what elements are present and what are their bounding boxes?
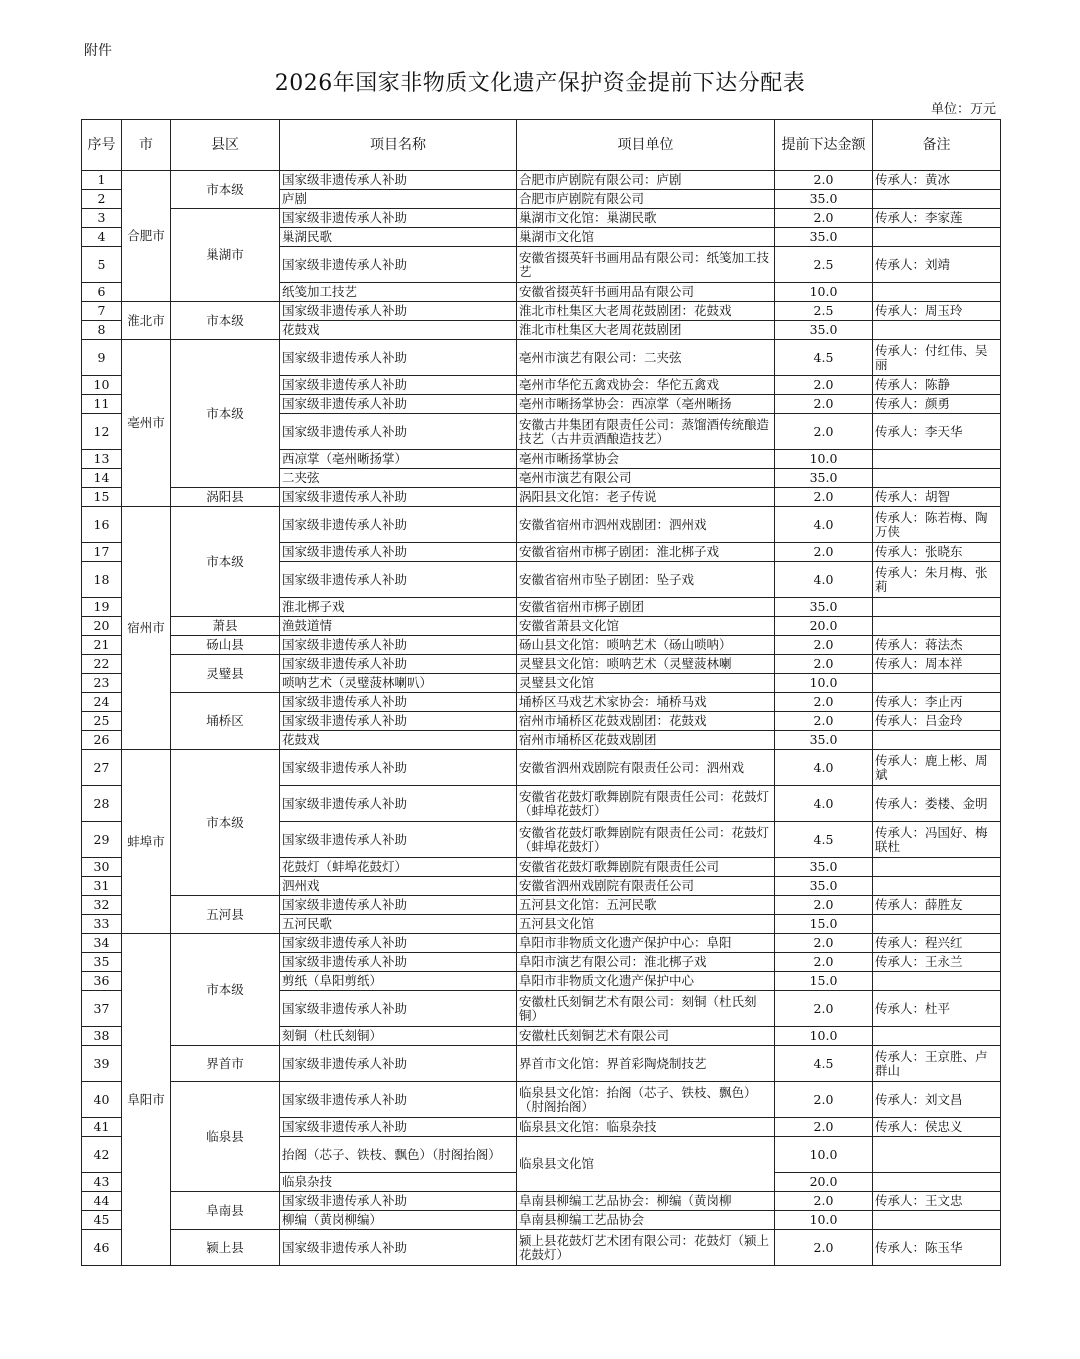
note-cell bbox=[873, 321, 1001, 340]
header-amount: 提前下达金额 bbox=[775, 120, 873, 171]
row-number-cell: 34 bbox=[82, 934, 122, 953]
amount-cell: 35.0 bbox=[775, 321, 873, 340]
note-cell: 传承人：颜勇 bbox=[873, 395, 1001, 414]
project-name-cell: 泗州戏 bbox=[280, 877, 517, 896]
note-cell: 传承人：冯国好、梅联杜 bbox=[873, 822, 1001, 858]
project-name-cell: 淮北梆子戏 bbox=[280, 598, 517, 617]
table-row bbox=[82, 507, 1001, 543]
note-cell: 传承人：刘文昌 bbox=[873, 1082, 1001, 1118]
note-cell bbox=[873, 1137, 1001, 1173]
row-number-cell: 21 bbox=[82, 636, 122, 655]
amount-cell: 35.0 bbox=[775, 598, 873, 617]
table-row bbox=[82, 302, 1001, 321]
project-name-cell: 国家级非遗传承人补助 bbox=[280, 376, 517, 395]
table-row bbox=[82, 617, 1001, 636]
project-unit-cell: 安徽杜氏刻铜艺术有限公司：刻铜（杜氏刻铜） bbox=[517, 991, 775, 1027]
project-unit-cell: 安徽省花鼓灯歌舞剧院有限责任公司：花鼓灯（蚌埠花鼓灯） bbox=[517, 786, 775, 822]
project-name-cell: 国家级非遗传承人补助 bbox=[280, 822, 517, 858]
project-unit-cell: 界首市文化馆：界首彩陶烧制技艺 bbox=[517, 1046, 775, 1082]
note-cell: 传承人：刘靖 bbox=[873, 247, 1001, 283]
attachment-label: 附件 bbox=[84, 43, 112, 59]
note-cell: 传承人：付红伟、吴丽 bbox=[873, 340, 1001, 376]
project-name-cell: 国家级非遗传承人补助 bbox=[280, 953, 517, 972]
amount-cell: 2.0 bbox=[775, 1192, 873, 1211]
amount-cell: 2.0 bbox=[775, 414, 873, 450]
project-name-cell: 刻铜（杜氏刻铜） bbox=[280, 1027, 517, 1046]
row-number-cell: 26 bbox=[82, 731, 122, 750]
amount-cell: 15.0 bbox=[775, 972, 873, 991]
row-number-cell: 37 bbox=[82, 991, 122, 1027]
table-row bbox=[82, 1046, 1001, 1082]
note-cell: 传承人：陈若梅、陶万侠 bbox=[873, 507, 1001, 543]
table-row bbox=[82, 488, 1001, 507]
county-cell: 市本级 bbox=[171, 934, 280, 1046]
note-cell: 传承人：侯忠义 bbox=[873, 1118, 1001, 1137]
project-name-cell: 抬阁（芯子、铁枝、飘色）（肘阁抬阁） bbox=[280, 1137, 517, 1173]
project-unit-cell: 颍上县花鼓灯艺术团有限公司：花鼓灯（颍上花鼓灯） bbox=[517, 1230, 775, 1266]
row-number-cell: 41 bbox=[82, 1118, 122, 1137]
project-unit-cell: 巢湖市文化馆 bbox=[517, 228, 775, 247]
city-cell: 亳州市 bbox=[122, 340, 171, 507]
row-number-cell: 19 bbox=[82, 598, 122, 617]
amount-cell: 2.0 bbox=[775, 1082, 873, 1118]
city-cell: 蚌埠市 bbox=[122, 750, 171, 934]
row-number-cell: 38 bbox=[82, 1027, 122, 1046]
note-cell bbox=[873, 469, 1001, 488]
note-cell: 传承人：王永兰 bbox=[873, 953, 1001, 972]
amount-cell: 4.0 bbox=[775, 562, 873, 598]
row-number-cell: 17 bbox=[82, 543, 122, 562]
amount-cell: 2.0 bbox=[775, 488, 873, 507]
note-cell: 传承人：陈玉华 bbox=[873, 1230, 1001, 1266]
note-cell: 传承人：朱月梅、张莉 bbox=[873, 562, 1001, 598]
amount-cell: 2.5 bbox=[775, 247, 873, 283]
project-name-cell: 国家级非遗传承人补助 bbox=[280, 1082, 517, 1118]
note-cell: 传承人：娄楼、金明 bbox=[873, 786, 1001, 822]
note-cell bbox=[873, 228, 1001, 247]
note-cell: 传承人：王京胜、卢群山 bbox=[873, 1046, 1001, 1082]
note-cell bbox=[873, 1211, 1001, 1230]
table-row bbox=[82, 209, 1001, 228]
amount-cell: 20.0 bbox=[775, 617, 873, 636]
row-number-cell: 13 bbox=[82, 450, 122, 469]
project-name-cell: 国家级非遗传承人补助 bbox=[280, 414, 517, 450]
amount-cell: 15.0 bbox=[775, 915, 873, 934]
project-name-cell: 国家级非遗传承人补助 bbox=[280, 712, 517, 731]
amount-cell: 2.0 bbox=[775, 712, 873, 731]
note-cell: 传承人：陈静 bbox=[873, 376, 1001, 395]
note-cell: 传承人：周玉玲 bbox=[873, 302, 1001, 321]
county-cell: 砀山县 bbox=[171, 636, 280, 655]
project-name-cell: 国家级非遗传承人补助 bbox=[280, 934, 517, 953]
project-name-cell: 国家级非遗传承人补助 bbox=[280, 543, 517, 562]
project-name-cell: 二夹弦 bbox=[280, 469, 517, 488]
project-unit-cell: 安徽省掇英轩书画用品有限公司：纸笺加工技艺 bbox=[517, 247, 775, 283]
row-number-cell: 12 bbox=[82, 414, 122, 450]
amount-cell: 10.0 bbox=[775, 1137, 873, 1173]
county-cell: 市本级 bbox=[171, 750, 280, 896]
project-name-cell: 国家级非遗传承人补助 bbox=[280, 488, 517, 507]
amount-cell: 10.0 bbox=[775, 450, 873, 469]
project-unit-cell: 安徽省宿州市泗州戏剧团：泗州戏 bbox=[517, 507, 775, 543]
project-name-cell: 国家级非遗传承人补助 bbox=[280, 1046, 517, 1082]
amount-cell: 2.0 bbox=[775, 209, 873, 228]
row-number-cell: 45 bbox=[82, 1211, 122, 1230]
project-unit-cell: 砀山县文化馆：唢呐艺术（砀山唢呐） bbox=[517, 636, 775, 655]
project-unit-cell: 阜阳市非物质文化遗产保护中心 bbox=[517, 972, 775, 991]
header-no: 序号 bbox=[82, 120, 122, 171]
note-cell bbox=[873, 674, 1001, 693]
project-unit-cell: 安徽省花鼓灯歌舞剧院有限责任公司 bbox=[517, 858, 775, 877]
project-unit-cell: 巢湖市文化馆：巢湖民歌 bbox=[517, 209, 775, 228]
amount-cell: 4.0 bbox=[775, 750, 873, 786]
table-row bbox=[82, 896, 1001, 915]
project-name-cell: 国家级非遗传承人补助 bbox=[280, 786, 517, 822]
project-name-cell: 五河民歌 bbox=[280, 915, 517, 934]
project-unit-cell: 淮北市杜集区大老周花鼓剧团：花鼓戏 bbox=[517, 302, 775, 321]
project-unit-cell: 安徽省宿州市梆子剧团 bbox=[517, 598, 775, 617]
project-name-cell: 国家级非遗传承人补助 bbox=[280, 507, 517, 543]
amount-cell: 2.0 bbox=[775, 1230, 873, 1266]
row-number-cell: 15 bbox=[82, 488, 122, 507]
table-row bbox=[82, 1192, 1001, 1211]
note-cell: 传承人：吕金玲 bbox=[873, 712, 1001, 731]
row-number-cell: 8 bbox=[82, 321, 122, 340]
county-cell: 市本级 bbox=[171, 507, 280, 617]
row-number-cell: 31 bbox=[82, 877, 122, 896]
project-unit-cell: 五河县文化馆 bbox=[517, 915, 775, 934]
project-unit-cell: 安徽省花鼓灯歌舞剧院有限责任公司：花鼓灯（蚌埠花鼓灯） bbox=[517, 822, 775, 858]
county-cell: 市本级 bbox=[171, 171, 280, 209]
amount-cell: 35.0 bbox=[775, 469, 873, 488]
amount-cell: 2.0 bbox=[775, 171, 873, 190]
amount-cell: 20.0 bbox=[775, 1173, 873, 1192]
county-cell: 颍上县 bbox=[171, 1230, 280, 1266]
amount-cell: 35.0 bbox=[775, 858, 873, 877]
county-cell: 涡阳县 bbox=[171, 488, 280, 507]
row-number-cell: 30 bbox=[82, 858, 122, 877]
note-cell: 传承人：李止丙 bbox=[873, 693, 1001, 712]
project-unit-cell: 临泉县文化馆 bbox=[517, 1137, 775, 1192]
project-name-cell: 国家级非遗传承人补助 bbox=[280, 171, 517, 190]
table-body bbox=[82, 171, 1001, 1266]
table-row bbox=[82, 171, 1001, 190]
project-name-cell: 国家级非遗传承人补助 bbox=[280, 750, 517, 786]
project-unit-cell: 淮北市杜集区大老周花鼓剧团 bbox=[517, 321, 775, 340]
amount-cell: 10.0 bbox=[775, 283, 873, 302]
project-name-cell: 纸笺加工技艺 bbox=[280, 283, 517, 302]
project-name-cell: 柳编（黄岗柳编） bbox=[280, 1211, 517, 1230]
amount-cell: 2.0 bbox=[775, 376, 873, 395]
note-cell bbox=[873, 858, 1001, 877]
project-name-cell: 花鼓灯（蚌埠花鼓灯） bbox=[280, 858, 517, 877]
note-cell bbox=[873, 915, 1001, 934]
project-unit-cell: 亳州市华佗五禽戏协会：华佗五禽戏 bbox=[517, 376, 775, 395]
amount-cell: 2.0 bbox=[775, 896, 873, 915]
project-unit-cell: 涡阳县文化馆：老子传说 bbox=[517, 488, 775, 507]
header-project: 项目名称 bbox=[280, 120, 517, 171]
project-name-cell: 国家级非遗传承人补助 bbox=[280, 395, 517, 414]
project-name-cell: 国家级非遗传承人补助 bbox=[280, 896, 517, 915]
county-cell: 埇桥区 bbox=[171, 693, 280, 750]
amount-cell: 35.0 bbox=[775, 228, 873, 247]
row-number-cell: 2 bbox=[82, 190, 122, 209]
row-number-cell: 44 bbox=[82, 1192, 122, 1211]
row-number-cell: 40 bbox=[82, 1082, 122, 1118]
city-cell: 阜阳市 bbox=[122, 934, 171, 1266]
county-cell: 界首市 bbox=[171, 1046, 280, 1082]
row-number-cell: 6 bbox=[82, 283, 122, 302]
project-name-cell: 国家级非遗传承人补助 bbox=[280, 655, 517, 674]
project-name-cell: 西凉掌（亳州晰扬掌） bbox=[280, 450, 517, 469]
project-name-cell: 渔鼓道情 bbox=[280, 617, 517, 636]
note-cell: 传承人：王文忠 bbox=[873, 1192, 1001, 1211]
amount-cell: 10.0 bbox=[775, 1211, 873, 1230]
amount-cell: 2.0 bbox=[775, 991, 873, 1027]
row-number-cell: 33 bbox=[82, 915, 122, 934]
table-row bbox=[82, 1082, 1001, 1118]
project-name-cell: 国家级非遗传承人补助 bbox=[280, 1118, 517, 1137]
project-name-cell: 剪纸（阜阳剪纸） bbox=[280, 972, 517, 991]
row-number-cell: 43 bbox=[82, 1173, 122, 1192]
project-unit-cell: 安徽省宿州市坠子剧团：坠子戏 bbox=[517, 562, 775, 598]
row-number-cell: 1 bbox=[82, 171, 122, 190]
amount-cell: 2.5 bbox=[775, 302, 873, 321]
project-unit-cell: 亳州市演艺有限公司 bbox=[517, 469, 775, 488]
header-note: 备注 bbox=[873, 120, 1001, 171]
project-name-cell: 庐剧 bbox=[280, 190, 517, 209]
table-header-row bbox=[82, 120, 1001, 171]
amount-cell: 4.0 bbox=[775, 507, 873, 543]
note-cell bbox=[873, 283, 1001, 302]
project-name-cell: 国家级非遗传承人补助 bbox=[280, 991, 517, 1027]
unit-label: 单位：万元 bbox=[930, 102, 996, 117]
project-name-cell: 花鼓戏 bbox=[280, 731, 517, 750]
county-cell: 萧县 bbox=[171, 617, 280, 636]
note-cell: 传承人：周本祥 bbox=[873, 655, 1001, 674]
project-unit-cell: 阜阳市演艺有限公司：淮北梆子戏 bbox=[517, 953, 775, 972]
county-cell: 阜南县 bbox=[171, 1192, 280, 1230]
project-unit-cell: 灵璧县文化馆 bbox=[517, 674, 775, 693]
row-number-cell: 29 bbox=[82, 822, 122, 858]
county-cell: 市本级 bbox=[171, 340, 280, 488]
project-name-cell: 临泉杂技 bbox=[280, 1173, 517, 1192]
project-name-cell: 国家级非遗传承人补助 bbox=[280, 562, 517, 598]
project-name-cell: 国家级非遗传承人补助 bbox=[280, 247, 517, 283]
project-unit-cell: 五河县文化馆：五河民歌 bbox=[517, 896, 775, 915]
note-cell: 传承人：程兴红 bbox=[873, 934, 1001, 953]
project-unit-cell: 安徽省泗州戏剧院有限责任公司 bbox=[517, 877, 775, 896]
project-unit-cell: 临泉县文化馆：临泉杂技 bbox=[517, 1118, 775, 1137]
note-cell: 传承人：李天华 bbox=[873, 414, 1001, 450]
row-number-cell: 42 bbox=[82, 1137, 122, 1173]
project-unit-cell: 宿州市埇桥区花鼓戏剧团：花鼓戏 bbox=[517, 712, 775, 731]
city-cell: 淮北市 bbox=[122, 302, 171, 340]
row-number-cell: 18 bbox=[82, 562, 122, 598]
project-unit-cell: 阜南县柳编工艺品协会：柳编（黄岗柳 bbox=[517, 1192, 775, 1211]
row-number-cell: 28 bbox=[82, 786, 122, 822]
county-cell: 五河县 bbox=[171, 896, 280, 934]
project-name-cell: 国家级非遗传承人补助 bbox=[280, 1230, 517, 1266]
project-unit-cell: 安徽省泗州戏剧院有限责任公司：泗州戏 bbox=[517, 750, 775, 786]
project-unit-cell: 安徽省宿州市梆子剧团：淮北梆子戏 bbox=[517, 543, 775, 562]
note-cell: 传承人：黄冰 bbox=[873, 171, 1001, 190]
note-cell bbox=[873, 877, 1001, 896]
project-name-cell: 唢呐艺术（灵璧菠林喇叭） bbox=[280, 674, 517, 693]
page-title: 2026年国家非物质文化遗产保护资金提前下达分配表 bbox=[274, 71, 806, 96]
note-cell bbox=[873, 450, 1001, 469]
note-cell: 传承人：张晓东 bbox=[873, 543, 1001, 562]
project-name-cell: 国家级非遗传承人补助 bbox=[280, 340, 517, 376]
amount-cell: 2.0 bbox=[775, 934, 873, 953]
row-number-cell: 46 bbox=[82, 1230, 122, 1266]
note-cell bbox=[873, 617, 1001, 636]
table-row bbox=[82, 340, 1001, 376]
note-cell: 传承人：鹿上彬、周斌 bbox=[873, 750, 1001, 786]
table-row bbox=[82, 655, 1001, 674]
project-unit-cell: 亳州市晰扬掌协会 bbox=[517, 450, 775, 469]
table-row bbox=[82, 934, 1001, 953]
project-unit-cell: 临泉县文化馆：抬阁（芯子、铁枝、飘色）（肘阁抬阁） bbox=[517, 1082, 775, 1118]
project-name-cell: 巢湖民歌 bbox=[280, 228, 517, 247]
county-cell: 巢湖市 bbox=[171, 209, 280, 302]
note-cell bbox=[873, 731, 1001, 750]
header-city: 市 bbox=[122, 120, 171, 171]
row-number-cell: 4 bbox=[82, 228, 122, 247]
project-unit-cell: 合肥市庐剧院有限公司 bbox=[517, 190, 775, 209]
row-number-cell: 35 bbox=[82, 953, 122, 972]
city-cell: 合肥市 bbox=[122, 171, 171, 302]
project-unit-cell: 安徽杜氏刻铜艺术有限公司 bbox=[517, 1027, 775, 1046]
project-unit-cell: 宿州市埇桥区花鼓戏剧团 bbox=[517, 731, 775, 750]
project-unit-cell: 亳州市晰扬掌协会：西凉掌（亳州晰扬 bbox=[517, 395, 775, 414]
amount-cell: 35.0 bbox=[775, 190, 873, 209]
project-unit-cell: 安徽省萧县文化馆 bbox=[517, 617, 775, 636]
row-number-cell: 23 bbox=[82, 674, 122, 693]
note-cell bbox=[873, 1027, 1001, 1046]
row-number-cell: 32 bbox=[82, 896, 122, 915]
amount-cell: 2.0 bbox=[775, 543, 873, 562]
amount-cell: 2.0 bbox=[775, 953, 873, 972]
table-row bbox=[82, 693, 1001, 712]
city-cell: 宿州市 bbox=[122, 507, 171, 750]
row-number-cell: 39 bbox=[82, 1046, 122, 1082]
note-cell: 传承人：蒋法杰 bbox=[873, 636, 1001, 655]
row-number-cell: 25 bbox=[82, 712, 122, 731]
project-name-cell: 国家级非遗传承人补助 bbox=[280, 1192, 517, 1211]
project-unit-cell: 埇桥区马戏艺术家协会：埇桥马戏 bbox=[517, 693, 775, 712]
amount-cell: 10.0 bbox=[775, 1027, 873, 1046]
project-unit-cell: 安徽省掇英轩书画用品有限公司 bbox=[517, 283, 775, 302]
county-cell: 灵璧县 bbox=[171, 655, 280, 693]
project-unit-cell: 合肥市庐剧院有限公司：庐剧 bbox=[517, 171, 775, 190]
project-unit-cell: 亳州市演艺有限公司：二夹弦 bbox=[517, 340, 775, 376]
row-number-cell: 36 bbox=[82, 972, 122, 991]
note-cell: 传承人：胡智 bbox=[873, 488, 1001, 507]
row-number-cell: 24 bbox=[82, 693, 122, 712]
amount-cell: 2.0 bbox=[775, 693, 873, 712]
table-row bbox=[82, 750, 1001, 786]
amount-cell: 10.0 bbox=[775, 674, 873, 693]
row-number-cell: 10 bbox=[82, 376, 122, 395]
row-number-cell: 7 bbox=[82, 302, 122, 321]
county-cell: 临泉县 bbox=[171, 1082, 280, 1192]
row-number-cell: 22 bbox=[82, 655, 122, 674]
amount-cell: 2.0 bbox=[775, 636, 873, 655]
amount-cell: 35.0 bbox=[775, 877, 873, 896]
table-row bbox=[82, 636, 1001, 655]
note-cell bbox=[873, 190, 1001, 209]
project-unit-cell: 阜南县柳编工艺品协会 bbox=[517, 1211, 775, 1230]
note-cell bbox=[873, 1173, 1001, 1192]
project-name-cell: 国家级非遗传承人补助 bbox=[280, 693, 517, 712]
note-cell: 传承人：杜平 bbox=[873, 991, 1001, 1027]
project-name-cell: 国家级非遗传承人补助 bbox=[280, 302, 517, 321]
row-number-cell: 27 bbox=[82, 750, 122, 786]
note-cell: 传承人：薛胜友 bbox=[873, 896, 1001, 915]
header-unit: 项目单位 bbox=[517, 120, 775, 171]
project-name-cell: 国家级非遗传承人补助 bbox=[280, 209, 517, 228]
project-unit-cell: 灵璧县文化馆：唢呐艺术（灵璧菠林喇 bbox=[517, 655, 775, 674]
row-number-cell: 5 bbox=[82, 247, 122, 283]
amount-cell: 4.5 bbox=[775, 1046, 873, 1082]
row-number-cell: 9 bbox=[82, 340, 122, 376]
row-number-cell: 11 bbox=[82, 395, 122, 414]
project-unit-cell: 阜阳市非物质文化遗产保护中心：阜阳 bbox=[517, 934, 775, 953]
amount-cell: 35.0 bbox=[775, 731, 873, 750]
allocation-table bbox=[81, 119, 1001, 1266]
row-number-cell: 20 bbox=[82, 617, 122, 636]
row-number-cell: 16 bbox=[82, 507, 122, 543]
project-unit-cell: 安徽古井集团有限责任公司：蒸馏酒传统酿造技艺（古井贡酒酿造技艺） bbox=[517, 414, 775, 450]
amount-cell: 4.5 bbox=[775, 340, 873, 376]
amount-cell: 2.0 bbox=[775, 395, 873, 414]
row-number-cell: 14 bbox=[82, 469, 122, 488]
county-cell: 市本级 bbox=[171, 302, 280, 340]
project-name-cell: 国家级非遗传承人补助 bbox=[280, 636, 517, 655]
amount-cell: 4.5 bbox=[775, 822, 873, 858]
note-cell: 传承人：李家莲 bbox=[873, 209, 1001, 228]
amount-cell: 2.0 bbox=[775, 655, 873, 674]
table-row bbox=[82, 1230, 1001, 1266]
project-name-cell: 花鼓戏 bbox=[280, 321, 517, 340]
row-number-cell: 3 bbox=[82, 209, 122, 228]
note-cell bbox=[873, 972, 1001, 991]
amount-cell: 2.0 bbox=[775, 1118, 873, 1137]
note-cell bbox=[873, 598, 1001, 617]
amount-cell: 4.0 bbox=[775, 786, 873, 822]
header-county: 县区 bbox=[171, 120, 280, 171]
